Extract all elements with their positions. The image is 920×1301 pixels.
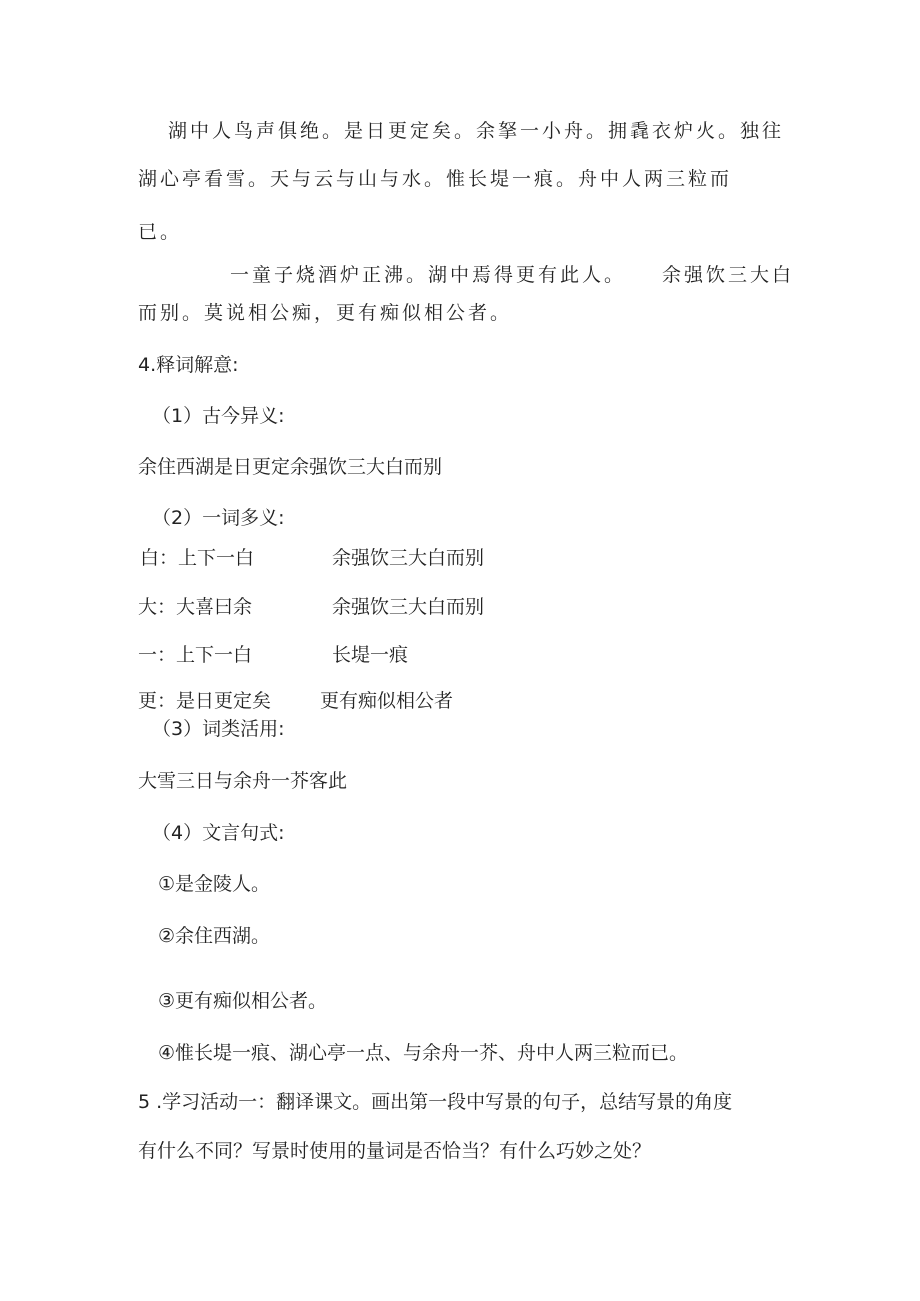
sub-1-heading: （1）古今异义:: [152, 405, 285, 427]
passage-line-2: 湖心亭看雪。天与云与山与水。惟长堤一痕。舟中人两三粒而: [138, 168, 733, 190]
passage-line-4-part-2: 余强饮三大白: [662, 264, 795, 286]
sub-2-heading: （2）一词多义:: [152, 507, 285, 529]
section-4-heading: 4.释词解意:: [138, 354, 239, 376]
polysemy-row-3-example: 长堤一痕: [332, 644, 409, 666]
sub-1-line: 余住西湖是日更定余强饮三大白而别: [138, 456, 443, 478]
polysemy-row-2-term: 大：大喜曰余: [138, 596, 253, 618]
passage-line-3: 已。: [138, 221, 183, 243]
sub-4-heading: （4）文言句式:: [152, 822, 285, 844]
polysemy-row-1-term: 白：上下一白: [140, 547, 255, 569]
sentence-pattern-item-1: ①是金陵人。: [158, 873, 271, 895]
passage-line-4: [230, 262, 794, 288]
passage-line-5: 而别。莫说相公痴，更有痴似相公者。: [138, 302, 513, 324]
polysemy-row-2-example: 余强饮三大白而别: [332, 596, 485, 618]
section-5-line-1: 5 .学习活动一：翻译课文。画出第一段中写景的句子，总结写景的角度: [138, 1091, 733, 1113]
polysemy-row-4-example: 更有痴似相公者: [320, 690, 454, 712]
passage-line-1: 湖中人鸟声俱绝。是日更定矣。余拏一小舟。拥毳衣炉火。独往: [168, 120, 785, 142]
passage-line-4-part-1: 一童子烧酒炉正沸。湖中焉得更有此人。: [230, 264, 627, 286]
polysemy-row-1-example: 余强饮三大白而别: [332, 547, 485, 569]
sentence-pattern-item-4: ④惟长堤一痕、湖心亭一点、与余舟一芥、舟中人两三粒而已。: [158, 1042, 689, 1064]
sub-3-heading: （3）词类活用:: [152, 718, 285, 740]
sub-3-line: 大雪三日与余舟一芥客此: [138, 770, 348, 792]
section-5-line-2: 有什么不同？写景时使用的量词是否恰当？有什么巧妙之处？: [138, 1140, 652, 1162]
sentence-pattern-item-3: ③更有痴似相公者。: [158, 990, 328, 1012]
sentence-pattern-item-2: ②余住西湖。: [158, 925, 271, 947]
polysemy-row-4-term: 更：是日更定矣: [138, 690, 272, 712]
polysemy-row-3-term: 一：上下一白: [138, 644, 253, 666]
